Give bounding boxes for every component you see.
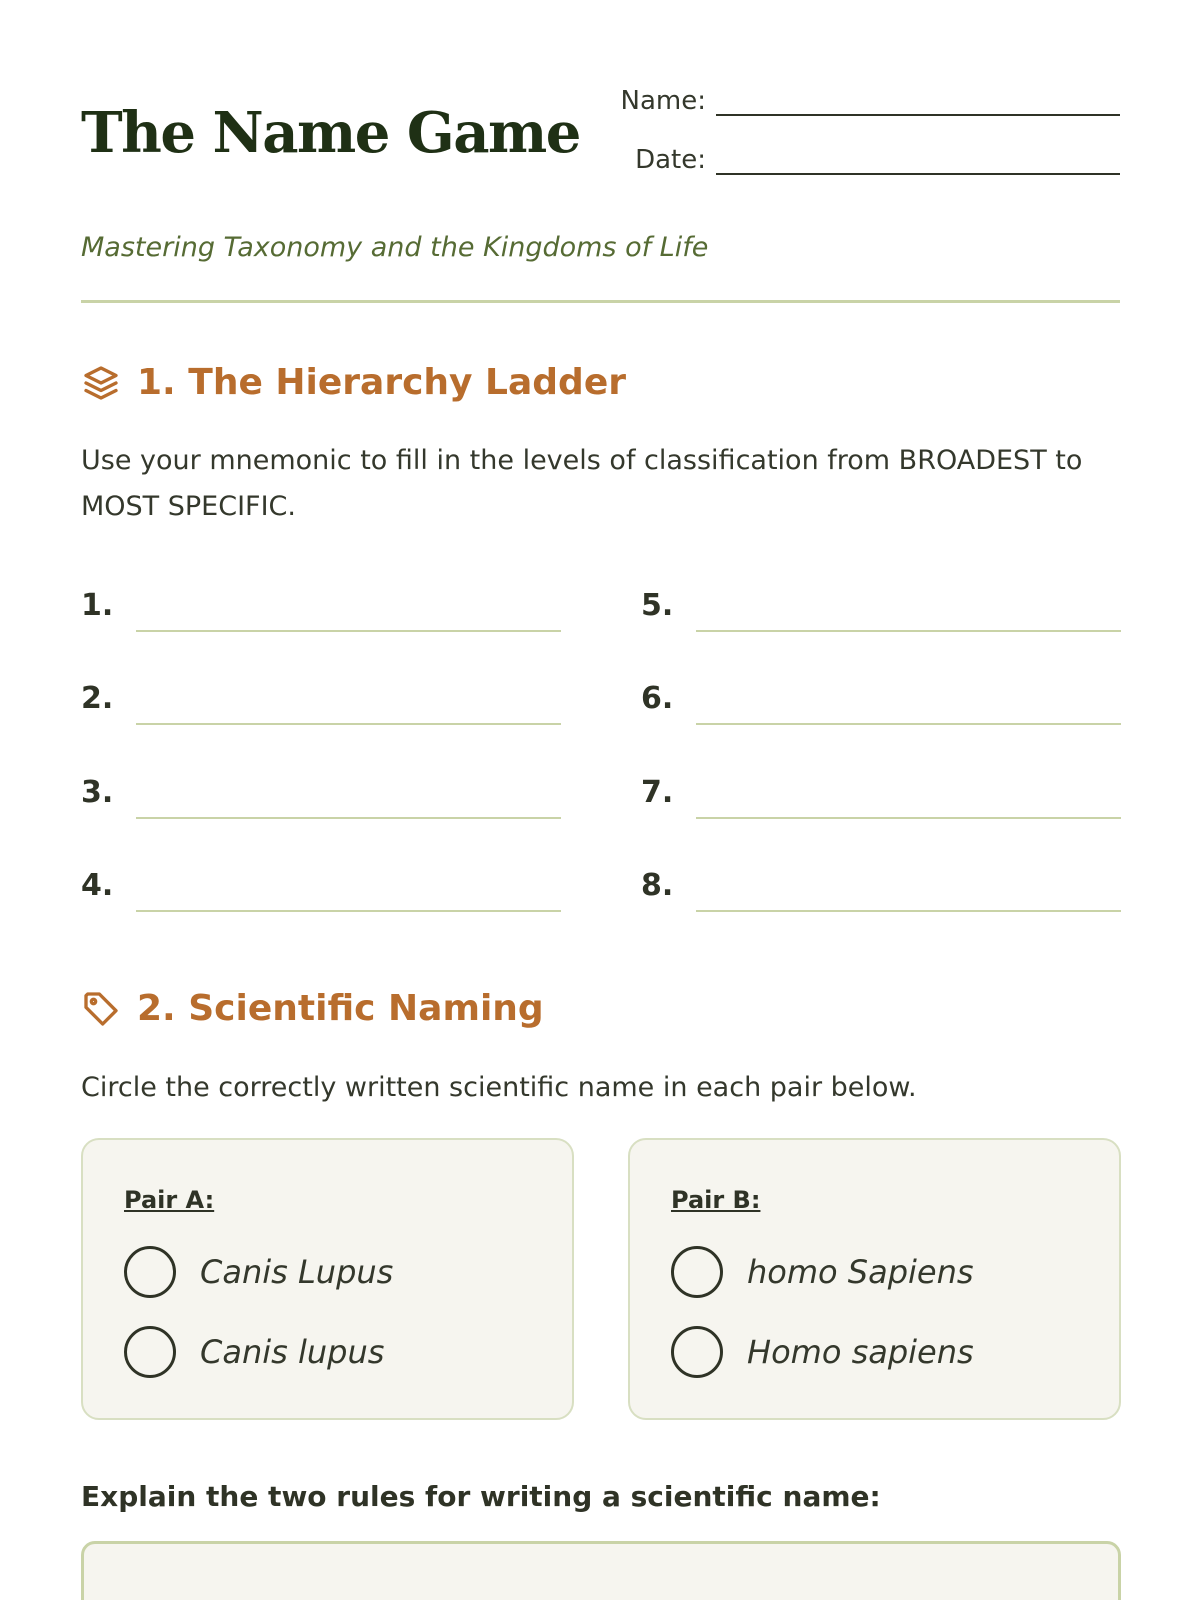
- pair-a-option-1[interactable]: [124, 1246, 393, 1298]
- layers-icon: [81, 363, 121, 403]
- date-blank-line[interactable]: [716, 151, 1120, 175]
- pair-a-label: Pair A:: [124, 1186, 215, 1214]
- date-field: [635, 145, 1120, 175]
- answer-textbox[interactable]: [81, 1541, 1121, 1600]
- ladder-blank-line[interactable]: [696, 910, 1121, 912]
- radio-circle[interactable]: [124, 1326, 176, 1378]
- section-1-instructions: Use your mnemonic to fill in the levels of classification from BROADEST to MOST SPECIFIC.: [81, 445, 1083, 522]
- name-field: [621, 86, 1120, 116]
- section-2-title: 2. Scientific Naming: [137, 988, 544, 1029]
- ladder-item: [641, 775, 1121, 835]
- section-naming-heading: [81, 988, 544, 1029]
- option-text: homo Sapiens: [747, 1253, 974, 1291]
- pair-a-option-2[interactable]: [124, 1326, 384, 1378]
- ladder-blank-line[interactable]: [136, 723, 561, 725]
- ladder-blank-line[interactable]: [136, 817, 561, 819]
- radio-circle[interactable]: [124, 1246, 176, 1298]
- ladder-item: [81, 868, 561, 928]
- explain-prompt: Explain the two rules for writing a scientific name:: [81, 1480, 881, 1513]
- ladder-item: [641, 868, 1121, 928]
- header-divider: [81, 300, 1120, 303]
- pair-a-card: [81, 1138, 574, 1420]
- section-hierarchy-heading: [81, 362, 626, 403]
- name-blank-line[interactable]: [716, 92, 1120, 116]
- ladder-blank-line[interactable]: [696, 630, 1121, 632]
- pair-b-option-1[interactable]: [671, 1246, 974, 1298]
- ladder-number: 5.: [641, 588, 674, 623]
- option-text: Canis lupus: [200, 1333, 385, 1371]
- ladder-number: 1.: [81, 588, 114, 623]
- ladder-item: [81, 775, 561, 835]
- ladder-item: [641, 588, 1121, 648]
- pair-b-option-2[interactable]: [671, 1326, 974, 1378]
- section-2-instructions: Circle the correctly written scientific name in each pair below.: [81, 1072, 917, 1103]
- page-title: The Name Game: [81, 100, 580, 166]
- ladder-number: 3.: [81, 775, 114, 810]
- ladder-item: [641, 681, 1121, 741]
- ladder-item: [81, 681, 561, 741]
- radio-circle[interactable]: [671, 1246, 723, 1298]
- option-text: Homo sapiens: [747, 1333, 974, 1371]
- radio-circle[interactable]: [671, 1326, 723, 1378]
- section-1-title: 1. The Hierarchy Ladder: [137, 362, 626, 403]
- name-label: Name:: [620, 86, 706, 116]
- page-subtitle: Mastering Taxonomy and the Kingdoms of Life: [81, 232, 709, 263]
- option-text: Canis Lupus: [200, 1253, 394, 1291]
- tag-icon: [81, 989, 121, 1029]
- date-label: Date:: [635, 145, 706, 175]
- ladder-number: 6.: [641, 681, 674, 716]
- ladder-number: 7.: [641, 775, 674, 810]
- ladder-number: 2.: [81, 681, 114, 716]
- ladder-item: [81, 588, 561, 648]
- pair-b-card: [628, 1138, 1121, 1420]
- ladder-blank-line[interactable]: [696, 723, 1121, 725]
- ladder-number: 8.: [641, 868, 674, 903]
- ladder-number: 4.: [81, 868, 114, 903]
- ladder-blank-line[interactable]: [696, 817, 1121, 819]
- ladder-blank-line[interactable]: [136, 630, 561, 632]
- pair-b-label: Pair B:: [671, 1186, 761, 1214]
- ladder-blank-line[interactable]: [136, 910, 561, 912]
